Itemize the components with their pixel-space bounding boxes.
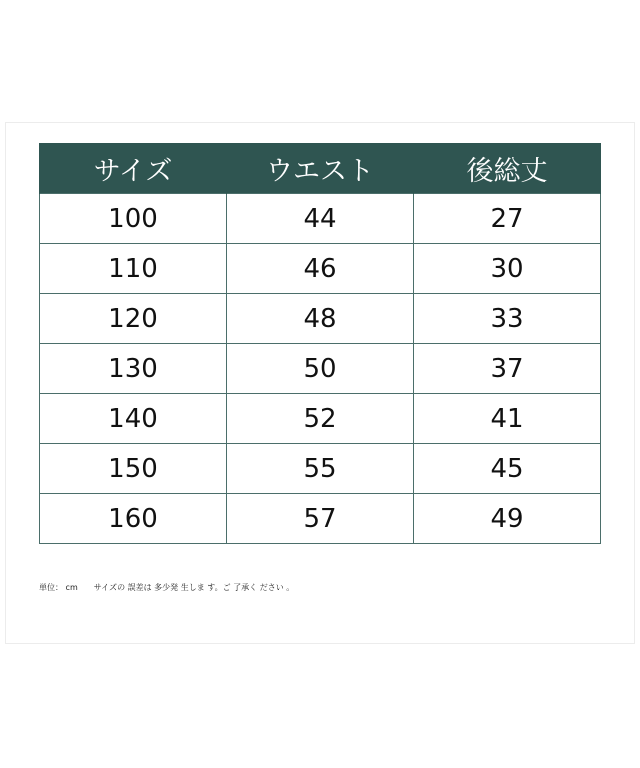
table-row (40, 394, 601, 444)
size-cell: 150 (40, 444, 227, 494)
size-cell: 100 (40, 194, 227, 244)
waist-cell: 44 (227, 194, 414, 244)
waist-cell: 57 (227, 494, 414, 544)
back-length-cell: 45 (414, 444, 601, 494)
header-back-length: 後総丈 (414, 143, 601, 194)
back-length-cell: 33 (414, 294, 601, 344)
header-size: サイズ (40, 143, 227, 194)
size-chart-table (39, 143, 601, 544)
waist-cell: 50 (227, 344, 414, 394)
size-cell: 160 (40, 494, 227, 544)
back-length-cell: 37 (414, 344, 601, 394)
size-cell: 110 (40, 244, 227, 294)
table-row (40, 344, 601, 394)
waist-cell: 55 (227, 444, 414, 494)
table-row (40, 244, 601, 294)
back-length-cell: 49 (414, 494, 601, 544)
waist-cell: 48 (227, 294, 414, 344)
size-cell: 120 (40, 294, 227, 344)
table-header-row (40, 143, 601, 194)
waist-cell: 46 (227, 244, 414, 294)
table-row (40, 294, 601, 344)
back-length-cell: 41 (414, 394, 601, 444)
measurement-note: 単位： cm サイズの 誤差は 多少発 生しま す。ご 了承く ださい 。 (39, 583, 295, 592)
header-waist: ウエスト (227, 143, 414, 194)
waist-cell: 52 (227, 394, 414, 444)
size-cell: 130 (40, 344, 227, 394)
table-row (40, 194, 601, 244)
back-length-cell: 30 (414, 244, 601, 294)
table-row (40, 494, 601, 544)
back-length-cell: 27 (414, 194, 601, 244)
table-row (40, 444, 601, 494)
size-cell: 140 (40, 394, 227, 444)
